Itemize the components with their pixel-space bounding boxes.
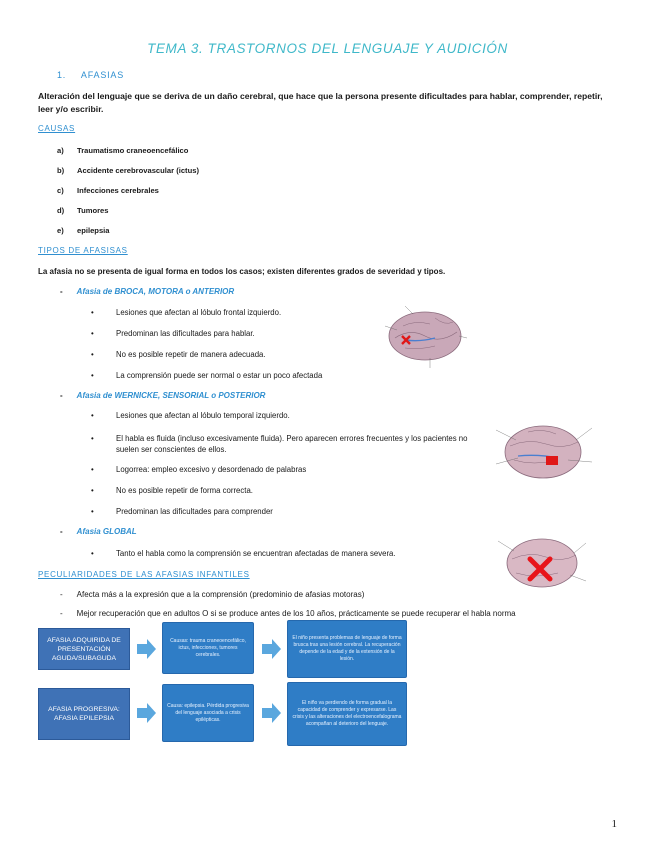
brain-wernicke-image [488, 410, 603, 492]
flow-box-descripcion-progresiva: El niño va perdiendo de forma gradual la capacidad de comprender y expresarse. Las crisis y las alteraciones del electroencefalograma acompañan al deterioro del lenguaje. [287, 682, 407, 746]
subheading-wernicke: - Afasia de WERNICKE, SENSORIAL o POSTERIOR [60, 391, 266, 400]
list-item: e) epilepsia [57, 226, 110, 235]
bullet-item: • El habla es fluida (incluso excesivamente fluida). Pero aparecen errores frecuentes y los pacientes no suelen ser conscientes de ellos. [91, 434, 468, 454]
bullet-item: • La comprensión puede ser normal o estar un poco afectada [91, 371, 323, 380]
list-item: b) Accidente cerebrovascular (ictus) [57, 166, 199, 175]
arrow-right-icon [135, 702, 157, 724]
definition-paragraph: Alteración del lenguaje que se deriva de un daño cerebral, que hace que la persona presente dificultades para hablar, comprender, repetir, leer y/o escribir. [38, 91, 603, 114]
bullet-item: • Predominan las dificultades para hablar. [91, 329, 255, 338]
flow-box-descripcion-aguda: El niño presenta problemas de lenguaje de forma brusca tras una lesión cerebral. La recuperación depende de la edad y de la extensión de la lesión. [287, 620, 407, 678]
brain-broca-image [375, 298, 480, 373]
section-heading-afasias [57, 70, 124, 80]
list-item: d) Tumores [57, 206, 109, 215]
section-title: AFASIAS [80, 70, 125, 80]
page-number: 1 [611, 818, 617, 830]
bullet-item: • Tanto el habla como la comprensión se encuentran afectadas de manera severa. [91, 549, 396, 558]
peculiaridad-item: - Afecta más a la expresión que a la comprensión (predominio de afasias motoras) [60, 590, 365, 599]
section-number: 1. [57, 70, 67, 80]
flow-label-aguda: AFASIA ADQUIRIDA DE PRESENTACIÓN AGUDA/SUBAGUDA [38, 628, 130, 670]
peculiaridades-heading: PECULIARIDADES DE LAS AFASIAS INFANTILES [38, 570, 250, 579]
causas-heading: CAUSAS [38, 124, 76, 133]
arrow-right-icon [260, 638, 282, 660]
bullet-item: • Logorrea: empleo excesivo y desordenado de palabras [91, 465, 307, 474]
subheading-global: - Afasia GLOBAL [60, 527, 137, 536]
bullet-item: • No es posible repetir de forma correcta. [91, 486, 253, 495]
peculiaridad-item: - Mejor recuperación que en adultos O si se produce antes de los 10 años, prácticamente se puede recuperar el habla norma [60, 609, 516, 618]
page-title: TEMA 3. TRASTORNOS DEL LENGUAJE Y AUDICIÓN [147, 41, 508, 56]
arrow-right-icon [135, 638, 157, 660]
bullet-item: • Lesiones que afectan al lóbulo frontal izquierdo. [91, 308, 282, 317]
bullet-item: • Predominan las dificultades para comprender [91, 507, 273, 516]
tipos-heading: TIPOS DE AFASISAS [38, 246, 128, 255]
flow-box-causas-aguda: Causas: trauma craneoencefálico, ictus, infecciones, tumores cerebrales. [162, 622, 254, 674]
subheading-broca: - Afasia de BROCA, MOTORA o ANTERIOR [60, 287, 235, 296]
arrow-right-icon [260, 702, 282, 724]
bullet-item: • Lesiones que afectan al lóbulo temporal izquierdo. [91, 411, 290, 420]
list-item: a) Traumatismo craneoencefálico [57, 146, 189, 155]
flow-label-progresiva: AFASIA PROGRESIVA: AFASIA EPILEPSIA [38, 688, 130, 740]
list-item: c) Infecciones cerebrales [57, 186, 159, 195]
brain-global-image [492, 527, 592, 597]
flow-box-causas-progresiva: Causa: epilepsia. Pérdida progresiva del lenguaje asociada a crisis epilépticas. [162, 684, 254, 742]
bullet-item: • No es posible repetir de manera adecuada. [91, 350, 266, 359]
tipos-intro: La afasia no se presenta de igual forma en todos los casos; existen diferentes grados de severidad y tipos. [38, 267, 446, 276]
